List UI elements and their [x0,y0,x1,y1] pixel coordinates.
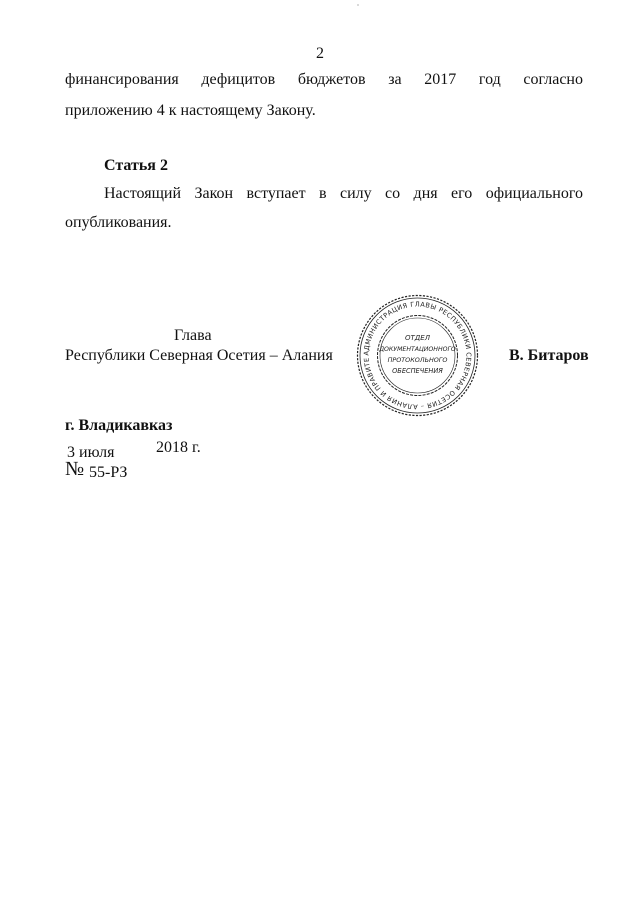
paragraph-line: приложению 4 к настоящему Закону. [65,102,316,119]
seal-inner-text: ДОКУМЕНТАЦИОННОГО [379,346,456,353]
city-line: г. Владикавказ [65,417,173,434]
article-line: Настоящий Закон вступает в силу со дня его официального [104,185,583,202]
article-heading: Статья 2 [104,157,168,174]
seal-outer-text: АДМИНИСТРАЦИЯ ГЛАВЫ РЕСПУБЛИКИ СЕВЕРНАЯ ОСЕТИЯ – АЛАНИЯ И ПРАВИТЕ [362,300,473,411]
signatory-title: Глава [174,327,212,344]
number-sign: № [65,458,85,480]
signatory-name: В. Битаров [509,347,589,364]
seal-inner-text: ПРОТОКОЛЬНОГО [387,356,448,364]
seal-inner-text: ОБЕСПЕЧЕНИЯ [392,367,443,375]
page-number: 2 [316,45,324,62]
scan-speck [357,4,359,6]
seal-inner-text: ОТДЕЛ [405,334,430,342]
date-year: 2018 г. [156,439,201,456]
law-number: 55-РЗ [89,464,128,481]
paragraph-line: финансирования дефицитов бюджетов за 2017 год согласно [65,71,583,88]
signatory-position: Республики Северная Осетия – Алания [65,347,333,364]
date-day: 3 июля [67,444,115,461]
article-line: опубликования. [65,214,172,231]
official-seal [355,293,480,418]
seal-graphic [355,293,480,418]
